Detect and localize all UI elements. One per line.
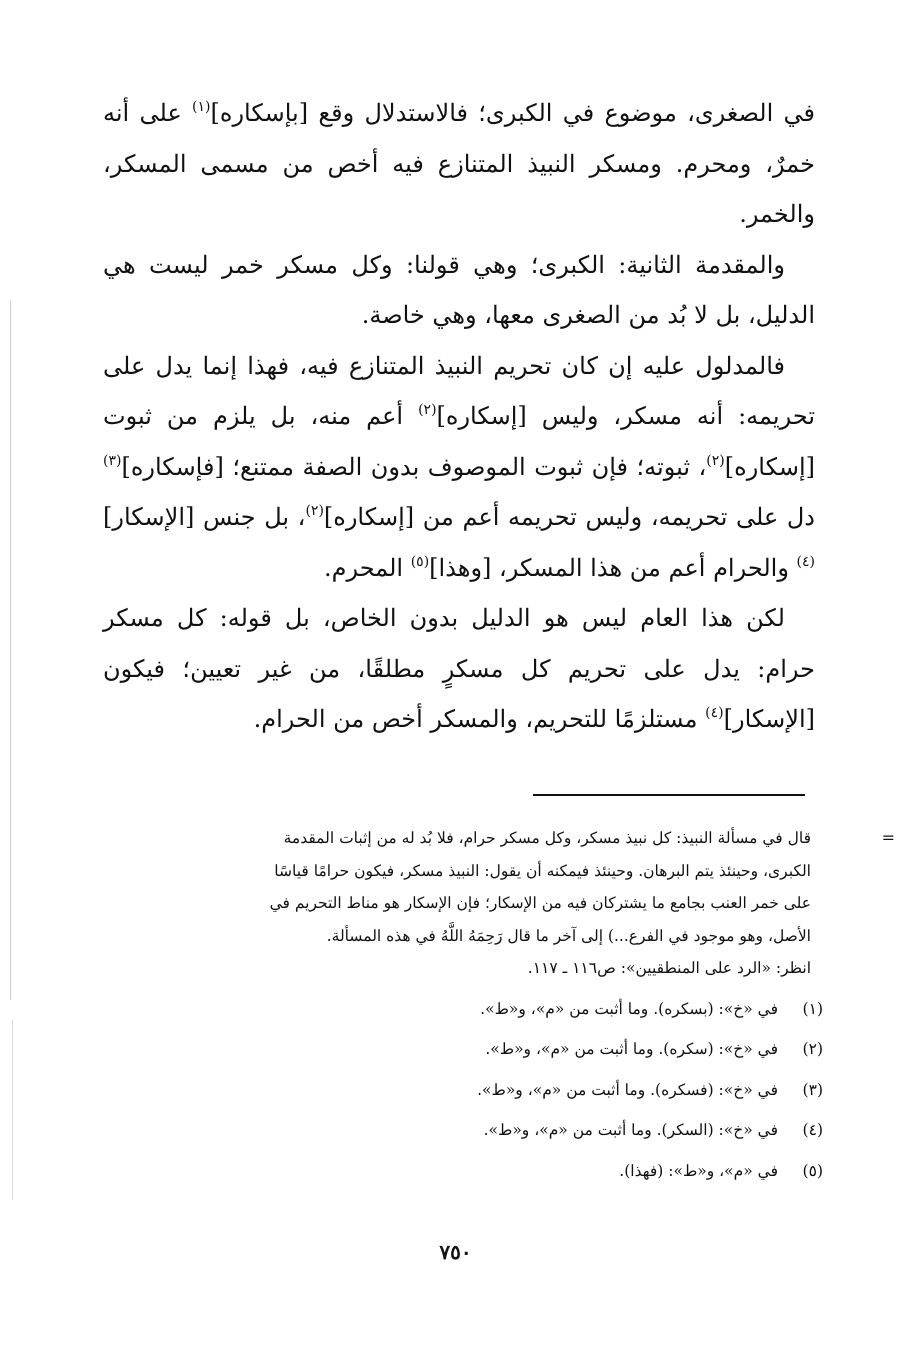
body-paragraph [103, 240, 815, 341]
footnote-number: (٢) [802, 1040, 823, 1058]
paragraph-text: ، بل جنس [الإسكار] [103, 503, 306, 531]
footnote-line: قال في مسألة النبيذ: كل نبيذ مسكر، وكل مسكر حرام، فلا بُد له من إثبات المقدمة [283, 829, 811, 847]
scan-edge-mark [10, 300, 11, 1000]
body-paragraph [103, 341, 815, 594]
footnote-reference[interactable]: (٢) [418, 402, 437, 418]
footnote-reference[interactable]: (٥) [410, 553, 430, 570]
footnote-line: الأصل، وهو موجود في الفرع...) إلى آخر ما قال رَحِمَهُ اللَّهُ في هذه المسألة. [326, 926, 811, 945]
paragraph-text: والمقدمة الثانية: الكبرى؛ وهي قولنا: وكل مسكر خمر ليست هي الدليل، بل لا بُد من الصغرى معها، وهي خاصة. [103, 250, 815, 329]
paragraph-text: فالمدلول عليه إن كان تحريم النبيذ المتنازع فيه، فهذا إنما يدل على تحريمه: أنه مسكر، وليس [إسكاره] [103, 351, 815, 430]
footnote-number: (٤) [802, 1121, 823, 1139]
main-body-text [103, 88, 815, 745]
paragraph-text: لكن هذا العام ليس هو الدليل بدون الخاص، بل قوله: كل مسكر حرام: يدل على تحريم كل مسكرٍ مطلقًا، من غير تعيين؛ فيكون [الإسكار] [103, 604, 815, 733]
footnote-reference[interactable]: (٣) [103, 452, 122, 469]
paragraph-text: على أنه خمرٌ، ومحرم. ومسكر النبيذ المتنازع فيه أخص من مسمى المسكر، والخمر. [103, 99, 815, 228]
paragraph-text: والحرام أعم من هذا المسكر، [وهذا] [429, 553, 797, 582]
paragraph-text: مستلزمًا للتحريم، والمسكر أخص من الحرام. [253, 705, 706, 733]
paragraph-text: في الصغرى، موضوع في الكبرى؛ فالاستدلال وقع [بإسكاره] [210, 99, 815, 127]
footnote-line: الكبرى، وحينئذ يتم البرهان. وحينئذ فيمكنه أن يقول: النبيذ مسكر، فيكون حرامًا قياسًا [274, 861, 811, 880]
page-number: ٧٥٠ [439, 1240, 472, 1264]
footnote-reference-line: انظر: «الرد على المنطقيين»: ص١١٦ ـ ١١٧. [527, 959, 811, 977]
footnote-reference[interactable]: (٤) [705, 705, 724, 721]
footnote-separator [533, 794, 805, 796]
footnote-item [97, 1151, 823, 1192]
footnote-item [97, 1070, 823, 1111]
continuation-marker: = [881, 828, 895, 847]
paragraph-text: دل على تحريمه، وليس تحريمه أعم من [إسكاره] [323, 503, 815, 531]
footnote-reference[interactable]: (١) [192, 99, 211, 115]
footnote-reference[interactable]: (٢) [305, 503, 324, 519]
footnote-reference[interactable]: (٤) [796, 553, 815, 570]
footnote-text: في «خ»: (سكره). وما أثبت من «م»، و«ط». [485, 1040, 778, 1058]
paragraph-text: المحرم. [323, 553, 411, 582]
footnote-text: في «م»، و«ط»: (فهذا). [619, 1161, 778, 1180]
footnote-text: في «خ»: (بسكره). وما أثبت من «م»، و«ط». [480, 999, 778, 1018]
footnote-item [97, 1110, 823, 1151]
footnote-item [97, 1029, 823, 1070]
paragraph-text: أعم منه، بل يلزم من ثبوت [إسكاره] [103, 402, 815, 481]
footnote-reference[interactable]: (٢) [706, 452, 725, 469]
footnote-text: في «خ»: (فسكره). وما أثبت من «م»، و«ط». [477, 1080, 778, 1099]
body-paragraph [103, 593, 815, 745]
footnote-number: (٥) [802, 1161, 823, 1180]
body-paragraph [103, 88, 815, 240]
footnotes-section [97, 822, 895, 1191]
footnote-text: في «خ»: (السكر). وما أثبت من «م»، و«ط». [483, 1121, 778, 1139]
footnote-item [97, 989, 823, 1030]
footnote-line: على خمر العنب بجامع ما يشتركان فيه من الإسكار؛ فإن الإسكار هو مناط التحريم في [269, 894, 811, 912]
footnote-number: (١) [802, 999, 823, 1018]
footnote-number: (٣) [802, 1080, 823, 1099]
continued-footnote [97, 822, 895, 985]
paragraph-text: ، ثبوته؛ فإن ثبوت الموصوف بدون الصفة ممتنع؛ [فإسكاره] [121, 452, 707, 481]
scan-edge-mark [12, 1020, 13, 1200]
footnote-list [97, 989, 823, 1192]
